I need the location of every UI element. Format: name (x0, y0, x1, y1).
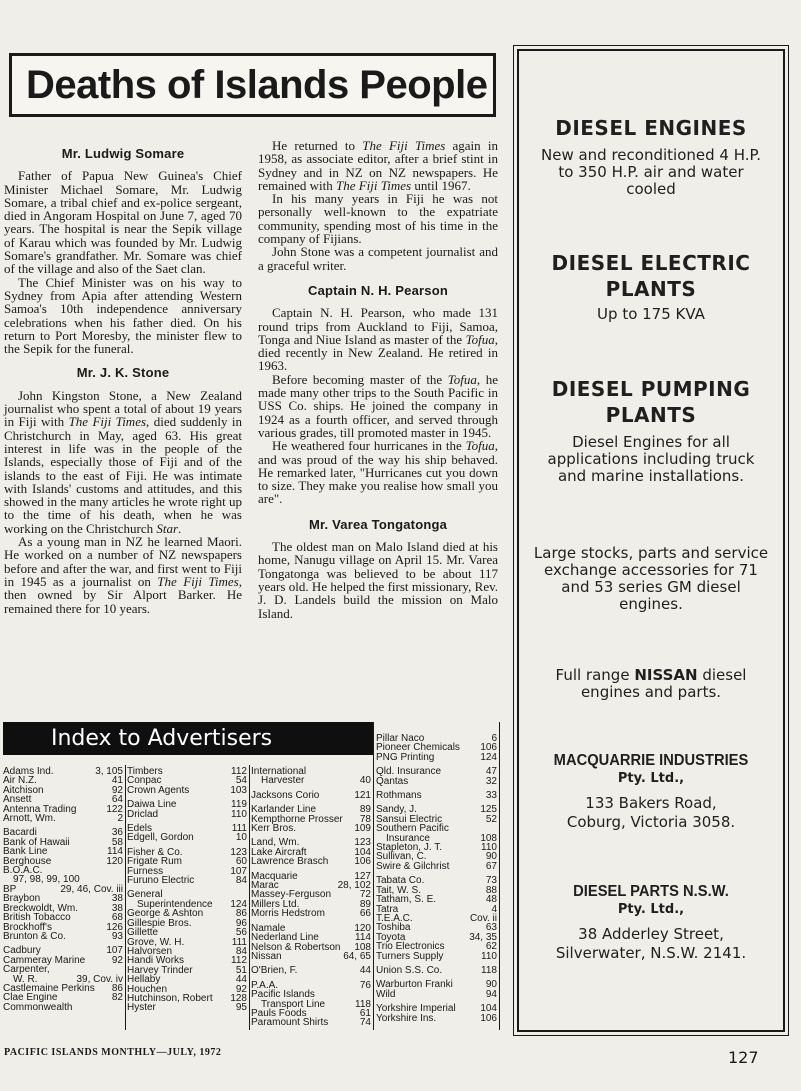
index-advertiser: Superintendence (137, 898, 213, 910)
index-advertiser: Jacksons Corio (251, 789, 320, 801)
index-advertiser: Daiwa Line (127, 799, 177, 811)
index-advertiser: Hellaby (127, 974, 161, 986)
index-page: 106 (480, 742, 497, 754)
index-advertiser: Braybon (3, 893, 41, 905)
index-advertiser: PNG Printing (376, 751, 435, 763)
index-advertiser: P.A.A. (251, 979, 279, 991)
index-page: 125 (480, 804, 497, 816)
index-advertiser: Hutchinson, Robert (127, 992, 213, 1004)
index-entry (376, 862, 497, 871)
index-entry (127, 833, 247, 842)
index-page: 128 (230, 992, 247, 1004)
index-advertiser: Pillar Naco (376, 733, 425, 744)
index-page: 124 (230, 898, 247, 910)
index-advertiser: Fisher & Co. (127, 846, 183, 858)
index-advertiser: British Tobacco (3, 912, 71, 924)
index-advertiser: T.E.A.C. (376, 912, 413, 924)
index-advertiser: Furness (127, 865, 164, 877)
index-column-1 (3, 767, 123, 1012)
index-page: 78 (359, 813, 371, 825)
index-advertiser: Harvester (261, 775, 305, 787)
index-advertiser: Land, Wm. (251, 837, 300, 849)
heading-pearson: Captain N. H. Pearson (307, 282, 448, 298)
index-page: 114 (355, 932, 371, 944)
index-advertiser: Toyota (376, 931, 406, 943)
index-entry (251, 966, 371, 975)
index-advertiser: Toshiba (376, 922, 411, 934)
footer-publication: PACIFIC ISLANDS MONTHLY—JULY, 1972 (4, 1047, 222, 1058)
index-entry (3, 814, 123, 823)
index-entry (127, 786, 247, 795)
company-address: 38 Adderley Street, (578, 925, 724, 943)
index-advertiser: W. R. (13, 973, 38, 985)
paragraph: Father of Papua New Guinea's Chief Minister Michael Somare, Mr. Ludwig Somare, a tribal chief and ex-police sergeant, died in Angoram Hospital on June 7, aged 70 years. The hospital is near the Sepik village of Karau which was founded by Mr. Ludwig Somare's grandfather. Mr. Somare was chief of the village and also of the Saet clan. (4, 168, 242, 277)
heading-tongatonga: Mr. Varea Tongatonga (308, 516, 448, 532)
index-page: 68 (111, 912, 123, 924)
ad-heading-pumping-plants: DIESEL PUMPING PLANTS (551, 377, 751, 427)
index-page: 111 (231, 936, 247, 948)
index-entry (251, 909, 371, 918)
index-page: 95 (235, 1002, 247, 1014)
index-advertiser: Tatra (376, 903, 399, 915)
index-advertiser: Paramount Shirts (251, 1017, 329, 1029)
company-name: MACQUARRIE INDUSTRIES (553, 752, 749, 769)
index-entry (376, 777, 497, 786)
index-page: 38 (111, 902, 123, 914)
index-advertiser: Edgell, Gordon (127, 832, 194, 844)
ad-text: Full range NISSAN diesel engines and parts. (555, 666, 747, 701)
index-advertiser: George & Ashton (127, 908, 204, 920)
index-advertiser: Tabata Co. (376, 875, 425, 887)
index-advertiser: Antenna Trading (3, 803, 77, 815)
paragraph: He returned to The Fiji Times again in 1958, as associate editor, after a brief stint in Sydney and in NZ on NZ newspapers. He remained with The Fiji Times until 1967. (258, 138, 498, 193)
index-advertiser: Sullivan, C. (376, 851, 427, 863)
index-advertiser: Tait, W. S. (376, 884, 422, 896)
index-advertiser: O'Brien, F. (251, 965, 298, 977)
index-entry (251, 824, 371, 833)
index-advertiser: Massey-Ferguson (251, 889, 332, 901)
index-advertiser: Millers Ltd. (251, 898, 300, 910)
index-advertiser: Tatham, S. E. (376, 894, 437, 906)
index-page: 64, 65 (343, 950, 371, 962)
index-page: 92 (111, 954, 123, 966)
index-page: 44 (359, 965, 371, 977)
paragraph: John Stone was a competent journalist and a graceful writer. (258, 244, 498, 273)
company-suffix: Pty. Ltd., (617, 771, 685, 786)
index-page: 66 (359, 908, 371, 920)
page-number: 127 (728, 1048, 759, 1067)
index-advertiser: Carpenter, (3, 964, 50, 976)
index-advertiser: Adams Ind. (3, 766, 54, 777)
index-advertiser: Namale (251, 922, 286, 934)
index-entry (3, 1003, 123, 1012)
index-page: 109 (354, 823, 371, 835)
ad-heading-diesel-engines: DIESEL ENGINES (555, 116, 747, 140)
index-advertiser: Gillespie Bros. (127, 917, 192, 929)
index-advertiser: Cadbury (3, 945, 41, 957)
index-advertiser: Lake Aircraft (251, 846, 307, 858)
index-advertiser: Trio Electronics (376, 941, 445, 953)
index-advertiser: Clae Engine (3, 992, 58, 1004)
index-advertiser: Arnott, Wm. (3, 813, 56, 825)
index-page: 32 (485, 775, 497, 787)
index-heading: Index to Advertisers (3, 722, 373, 755)
index-page: 90 (485, 979, 497, 991)
index-advertiser: Pauls Foods (251, 1007, 307, 1019)
heading-somare: Mr. Ludwig Somare (61, 146, 185, 161)
index-advertiser: Rothmans (376, 790, 422, 802)
index-page: 74 (359, 1017, 371, 1029)
index-page: 110 (481, 950, 497, 962)
index-page: 112 (231, 766, 247, 777)
index-page: 120 (354, 922, 371, 934)
index-advertiser: Gillette (127, 927, 159, 939)
index-page: 103 (230, 784, 247, 796)
index-page: 33 (485, 790, 497, 802)
index-advertiser: Bacardi (3, 827, 37, 839)
index-entry (251, 952, 371, 961)
index-page: 48 (485, 894, 497, 906)
index-advertiser: Brunton & Co. (3, 930, 66, 942)
index-advertiser: Turners Supply (376, 950, 444, 962)
ad-text: Up to 175 KVA (597, 305, 705, 323)
index-page: 3, 105 (95, 766, 123, 777)
index-page: 106 (480, 1012, 497, 1024)
index-advertiser: Pioneer Chemicals (376, 742, 460, 754)
index-advertiser: Morris Hedstrom (251, 908, 325, 920)
index-entry (376, 990, 497, 999)
index-page: 94 (485, 988, 497, 1000)
index-advertiser: Bank Line (3, 846, 48, 858)
index-page: 44 (235, 974, 247, 986)
index-page: 82 (111, 992, 123, 1004)
index-page: 89 (359, 898, 371, 910)
paragraph: As a young man in NZ he learned Maori. He worked on a number of NZ newspapers before and after the war, and first went to Fiji in 1945 as a journalist on The Fiji Times, then owned by Sir Alport Barker. He remained there for 10 years. (4, 534, 242, 616)
index-page: 34, 35 (469, 931, 497, 943)
index-page: 123 (230, 846, 247, 858)
index-page: 54 (235, 775, 247, 787)
index-advertiser: Lawrence Brasch (251, 856, 329, 868)
index-page: 114 (107, 846, 123, 858)
index-entry (3, 932, 123, 941)
index-page: 127 (354, 870, 371, 882)
index-page: 40 (359, 775, 371, 787)
index-advertiser: Yorkshire Ins. (376, 1012, 437, 1024)
index-advertiser: Nelson & Robertson (251, 941, 341, 953)
index-page: 107 (106, 945, 123, 957)
index-advertiser: Wild (376, 988, 396, 1000)
index-entry (127, 1003, 247, 1012)
index-advertiser: Pacific Islands (251, 989, 315, 1001)
index-advertiser: Swire & Gilchrist (376, 860, 450, 872)
ad-text: Diesel Engines for all applications including truck and marine installations. (547, 433, 755, 485)
index-page: 2 (117, 813, 123, 825)
index-page: 90 (485, 851, 497, 863)
index-page: 39, Cov. iv (76, 973, 123, 985)
index-page: 123 (354, 837, 371, 849)
index-page: 106 (354, 856, 371, 868)
index-advertiser: Kempthorne Prosser (251, 813, 343, 825)
ad-text: New and reconditioned 4 H.P. to 350 H.P. air and water cooled (541, 146, 761, 198)
index-advertiser: Halvorsen (127, 945, 173, 957)
index-advertiser: General (127, 889, 163, 901)
index-page: 61 (359, 1007, 371, 1019)
divider (249, 765, 250, 1030)
index-page: 118 (355, 998, 371, 1010)
index-advertiser: Brockhoff's (3, 921, 52, 933)
index-advertiser: Southern Pacific (376, 823, 449, 835)
index-entry (376, 753, 497, 762)
index-page: 86 (235, 908, 247, 920)
index-page: 84 (235, 945, 247, 957)
index-page: 72 (359, 889, 371, 901)
index-page: 126 (106, 921, 123, 933)
index-advertiser: Nissan (251, 950, 282, 962)
index-advertiser: Macquarie (251, 870, 298, 882)
index-advertiser: Nederland Line (251, 932, 319, 944)
index-advertiser: Karlander Line (251, 804, 317, 816)
index-entry (251, 776, 371, 785)
index-advertiser: Warburton Franki (376, 979, 453, 991)
paragraph: He weathered four hurricanes in the Tofua, and was proud of the way his ship behaved. He remarked later, "Hurricanes cut you down to size. They make you realise how small you are". (258, 438, 498, 507)
article-column-2 (258, 139, 498, 620)
index-page: 124 (480, 751, 497, 763)
index-advertiser: Driclad (127, 808, 159, 820)
index-page: 121 (354, 789, 371, 801)
index-entry (376, 791, 497, 800)
index-advertiser: Transport Line (261, 998, 326, 1010)
index-page: 122 (106, 803, 123, 815)
index-page: 92 (235, 983, 247, 995)
ad-text: Large stocks, parts and service exchange accessories for 71 and 53 series GM diesel engines. (533, 544, 769, 613)
index-advertiser: Marac (251, 880, 279, 892)
index-advertiser: Breckwoldt, Wm. (3, 902, 79, 914)
index-page: 76 (359, 979, 371, 991)
index-advertiser: 97, 98, 99, 100 (13, 874, 80, 886)
index-advertiser: Kerr Bros. (251, 823, 297, 835)
index-page: 110 (231, 808, 247, 820)
divider (125, 765, 126, 1030)
diesel-advertisement (517, 49, 785, 1032)
index-page: 67 (485, 860, 497, 872)
index-page: 58 (111, 836, 123, 848)
index-advertiser: B.O.A.C. (3, 865, 43, 877)
ad-heading-electric-plants: DIESEL ELECTRIC PLANTS (551, 251, 751, 301)
heading-stone: Mr. J. K. Stone (76, 365, 170, 381)
index-advertiser: Yorkshire Imperial (376, 1003, 456, 1015)
index-advertiser: Qld. Insurance (376, 766, 442, 778)
index-advertiser: Commonwealth (3, 1001, 73, 1013)
index-advertiser: Handi Works (127, 955, 185, 967)
index-column-4 (376, 734, 497, 1023)
article-column-1 (4, 141, 242, 615)
index-advertiser: Aitchison (3, 784, 44, 796)
index-entry (251, 1018, 371, 1027)
index-page: 110 (481, 842, 497, 854)
index-page: 51 (235, 964, 247, 976)
index-page: 86 (111, 982, 123, 994)
index-advertiser: Harvey Trinder (127, 964, 193, 976)
index-advertiser: Furuno Electric (127, 875, 195, 887)
paragraph: Before becoming master of the Tofua, he made many other trips to the South Pacific in USS Co. ships. He joined the company in 1924 as a fourth officer, and served through various grades, till promoted master in 1945. (258, 371, 498, 440)
index-advertiser: Air N.Z. (3, 775, 37, 787)
index-advertiser: Hyster (127, 1002, 156, 1014)
index-entry (376, 1014, 497, 1023)
index-advertiser: Frigate Rum (127, 856, 183, 868)
index-page: 92 (111, 784, 123, 796)
index-entry (127, 810, 247, 819)
index-page: 10 (235, 832, 247, 844)
index-entry (127, 876, 247, 885)
index-advertiser: International (251, 766, 307, 777)
index-entry (251, 857, 371, 866)
company-suffix: Pty. Ltd., (617, 902, 685, 917)
index-page: 107 (230, 865, 247, 877)
index-page: 108 (480, 832, 497, 844)
index-advertiser: Timbers (127, 766, 163, 777)
company-name: DIESEL PARTS N.S.W. (573, 883, 729, 900)
index-column-3 (251, 767, 371, 1028)
title-box (9, 53, 496, 117)
index-advertiser: Union S.S. Co. (376, 964, 443, 976)
index-page: 4 (491, 903, 497, 915)
index-advertiser: Sansui Electric (376, 813, 443, 825)
index-page: 104 (354, 846, 371, 858)
index-page: 41 (111, 775, 123, 787)
paragraph: The oldest man on Malo Island died at his home, Nanugu village on April 15. Mr. Varea Tongatonga was believed to be about 117 years old. He helped the first missionary, Rev. J. D. Landels build the mission on Malo Island. (258, 539, 498, 621)
index-column-2 (127, 767, 247, 1013)
index-page: 84 (235, 875, 247, 887)
index-advertiser: Grove, W. H. (127, 936, 185, 948)
index-page: 120 (106, 855, 123, 867)
index-page: 62 (485, 941, 497, 953)
index-page: 29, 46, Cov. iii (60, 883, 123, 895)
index-page: 63 (485, 922, 497, 934)
index-page: 47 (485, 766, 497, 778)
index-page: 112 (231, 955, 247, 967)
index-advertiser: Sandy, J. (376, 804, 417, 816)
index-page: 6 (491, 733, 497, 744)
index-page: 104 (480, 1003, 497, 1015)
index-entry (251, 791, 371, 800)
index-page: 88 (485, 884, 497, 896)
index-page: 28, 102 (337, 880, 371, 892)
index-page: 38 (111, 893, 123, 905)
index-page: 36 (111, 827, 123, 839)
index-advertiser: Insurance (386, 832, 430, 844)
index-advertiser: Berghouse (3, 855, 52, 867)
page-title: Deaths of Islands People (26, 62, 488, 107)
index-page: 119 (231, 799, 247, 811)
paragraph: The Chief Minister was on his way to Sydney from Apia after attending Western Samoa's 10th independence anniversary celebrations when his father died. On his return to Port Moresby, the minister flew to the Sepik for the funeral. (4, 274, 242, 357)
paragraph: In his many years in Fiji he was not personally well-known to the expatriate community, spending most of his time in the company of Fijians. (258, 191, 498, 247)
index-page: 93 (111, 930, 123, 942)
index-page: 56 (235, 927, 247, 939)
index-advertiser: Stapleton, J. T. (376, 842, 442, 854)
index-advertiser: Cammeray Marine (3, 954, 86, 966)
index-advertiser: Edels (127, 823, 153, 835)
index-entry (376, 952, 497, 961)
index-advertiser: Castlemaine Perkins (3, 982, 95, 994)
index-page: 60 (235, 856, 247, 868)
divider (373, 722, 374, 1030)
index-page: 96 (235, 917, 247, 929)
company-address: Coburg, Victoria 3058. (566, 813, 736, 831)
index-page: 118 (481, 964, 497, 976)
index-advertiser: Ansett (3, 794, 32, 806)
company-address: Silverwater, N.S.W. 2141. (555, 944, 747, 962)
index-page: 108 (354, 941, 371, 953)
index-advertiser: Bank of Hawaii (3, 836, 70, 848)
paragraph: Captain N. H. Pearson, who made 131 round trips from Auckland to Fiji, Samoa, Tonga and Niue Island as master of the Tofua, died recently in New Zealand. He retired in 1963. (258, 305, 498, 374)
index-page: 73 (485, 875, 497, 887)
index-advertiser: Conpac (127, 775, 162, 787)
index-advertiser: Houchen (127, 983, 168, 995)
index-page: 111 (231, 823, 247, 835)
index-page: Cov. ii (469, 912, 497, 924)
company-address: 133 Bakers Road, (585, 794, 717, 812)
index-advertiser: BP (3, 883, 17, 895)
paragraph: John Kingston Stone, a New Zealand journalist who spent a total of about 19 years in Fiji with The Fiji Times, died suddenly in Christchurch in May, aged 63. His great interest in life was in the people of the Islands, especially those of Fiji and of the islands to the east of Fiji. He was intimate with Islands' customs and attitudes, and this showed in the many articles he wrote right up to the time of his death, when he was working on the Christchurch Star. (4, 387, 242, 536)
index-page: 64 (111, 794, 123, 806)
index-page: 89 (359, 804, 371, 816)
index-advertiser: Qantas (376, 775, 409, 787)
divider (499, 722, 500, 1030)
index-entry (376, 966, 497, 975)
index-advertiser: Crown Agents (127, 784, 190, 796)
index-page: 52 (485, 813, 497, 825)
